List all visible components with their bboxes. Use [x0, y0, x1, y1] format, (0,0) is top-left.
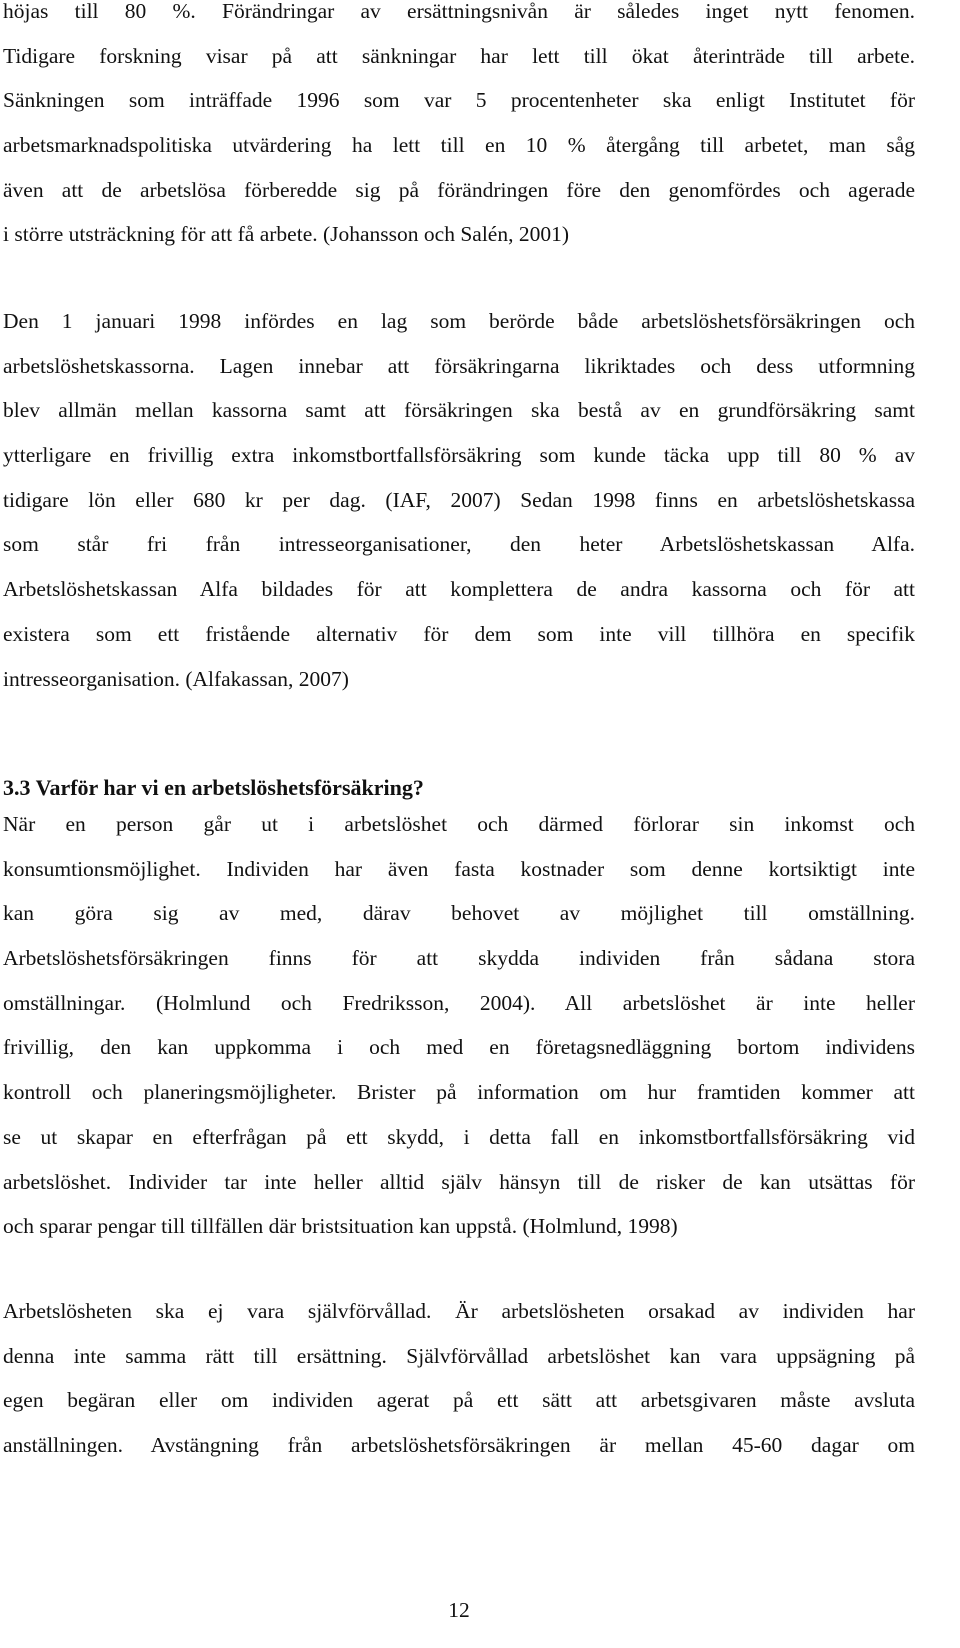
paragraph-1998-law	[3, 299, 915, 701]
text-line: kontroll och planeringsmöjligheter. Brister på information om hur framtiden kommer att	[3, 1080, 915, 1105]
page-number: 12	[448, 1598, 470, 1622]
paragraph-replacement-rate-history	[3, 0, 915, 257]
text-line: ytterligare en frivillig extra inkomstbortfallsförsäkring som kunde täcka upp till 80 % av	[3, 443, 915, 468]
section-heading: 3.3 Varför har vi en arbetslöshetsförsäkring?	[3, 775, 424, 800]
text-line: tidigare lön eller 680 kr per dag. (IAF, 2007) Sedan 1998 finns en arbetslöshetskassa	[3, 487, 915, 512]
text-line: arbetslöshetskassorna. Lagen innebar att försäkringarna likriktades och dess utformning	[3, 353, 915, 378]
text-line: omställningar. (Holmlund och Fredriksson, 2004). All arbetslöshet är inte heller	[3, 990, 915, 1015]
text-line: Arbetslösheten ska ej vara självförvållad. Är arbetslösheten orsakad av individen har	[3, 1299, 915, 1323]
text-line: anställningen. Avstängning från arbetslöshetsförsäkringen är mellan 45-60 dagar om	[3, 1433, 915, 1458]
text-line: Den 1 januari 1998 infördes en lag som berörde både arbetslöshetsförsäkringen och	[3, 309, 915, 333]
text-line: i större utsträckning för att få arbete. (Johansson och Salén, 2001)	[3, 222, 570, 247]
text-line: existera som ett fristående alternativ för dem som inte vill tillhöra en specifik	[3, 621, 915, 646]
text-line: Arbetslöshetsförsäkringen finns för att skydda individen från sådana stora	[3, 946, 915, 971]
text-line: och sparar pengar till tillfällen där bristsituation kan uppstå. (Holmlund, 1998)	[3, 1214, 678, 1239]
text-line: som står fri från intresseorganisationer, den heter Arbetslöshetskassan Alfa.	[3, 532, 915, 557]
text-line: intresseorganisation. (Alfakassan, 2007)	[3, 666, 349, 691]
text-line: se ut skapar en efterfrågan på ett skydd, i detta fall en inkomstbortfallsförsäkring vid	[3, 1124, 915, 1149]
text-line: även att de arbetslösa förberedde sig på förändringen före den genomfördes och agerade	[3, 177, 915, 202]
text-line: kan göra sig av med, därav behovet av möjlighet till omställning.	[3, 901, 915, 926]
text-line: blev allmän mellan kassorna samt att försäkringen ska bestå av en grundförsäkring samt	[3, 398, 915, 423]
paragraph-why-insurance	[3, 802, 915, 1249]
text-line: frivillig, den kan uppkomma i och med en företagsnedläggning bortom individens	[3, 1035, 915, 1060]
text-line: När en person går ut i arbetslöshet och därmed förlorar sin inkomst och	[3, 812, 915, 836]
text-line: konsumtionsmöjlighet. Individen har även fasta kostnader som denne kortsiktigt inte	[3, 856, 915, 881]
text-line: arbetsmarknadspolitiska utvärdering ha lett till en 10 % återgång till arbetet, man såg	[3, 133, 915, 158]
text-line: Arbetslöshetskassan Alfa bildades för att komplettera de andra kassorna och för att	[3, 577, 915, 602]
text-line: denna inte samma rätt till ersättning. Självförvållad arbetslöshet kan vara uppsägning på	[3, 1343, 915, 1368]
text-line: Sänkningen som inträffade 1996 som var 5 procentenheter ska enligt Institutet för	[3, 88, 915, 113]
text-line: arbetslöshet. Individer tar inte heller alltid själv hänsyn till de risker de kan utsättas för	[3, 1169, 915, 1194]
text-line: höjas till 80 %. Förändringar av ersättningsnivån är således inget nytt fenomen.	[3, 0, 915, 23]
text-line: egen begäran eller om individen agerat på ett sätt att arbetsgivaren måste avsluta	[3, 1388, 915, 1413]
paragraph-self-inflicted-unemployment	[3, 1289, 915, 1468]
text-line: Tidigare forskning visar på att sänkningar har lett till ökat återinträde till arbete.	[3, 43, 915, 68]
